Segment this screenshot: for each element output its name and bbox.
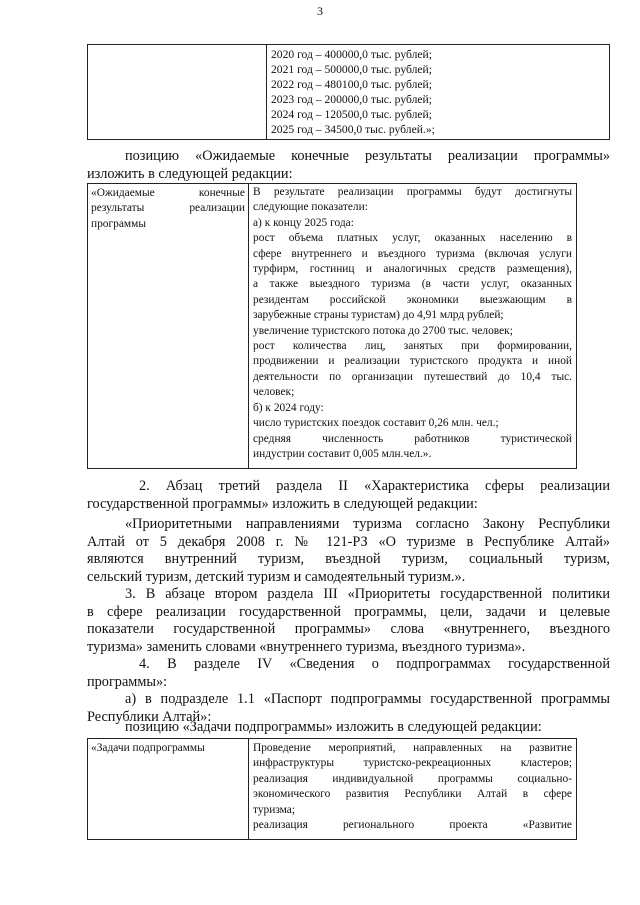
paragraph-line: 4. В разделе IV «Сведения о подпрограммах государственной [139, 656, 610, 672]
tasks-table [87, 738, 577, 840]
paragraph-line: сельский туризм, детский туризм и самодеятельный туризм.». [87, 568, 466, 585]
results-intro-paragraph [87, 148, 610, 183]
funding-table-right-cell [267, 45, 610, 140]
paragraph-line: государственной программы» изложить в следующей редакции: [87, 495, 478, 512]
paragraph-line: Алтай от 5 декабря 2008 г. № 121-РЗ «О туризме в Республике Алтай» [87, 533, 610, 550]
results-table [87, 183, 577, 469]
paragraph-line: 3. В абзаце втором раздела III «Приоритеты государственной политики [125, 586, 610, 602]
results-line: турфирм, гостиниц и аналогичных средств размещения), [253, 263, 572, 276]
page-number: 3 [317, 4, 323, 18]
results-line: индустрии составит 0,005 млн.чел.». [253, 447, 432, 460]
paragraph-line: позицию «Ожидаемые конечные результаты реализации программы» [125, 148, 610, 164]
results-line: рост количества лиц, занятых при формировании, [253, 340, 572, 353]
results-line: сфере внутреннего и въездного туризма (включая услуги [253, 247, 572, 260]
tasks-line: Проведение мероприятий, направленных на развитие [253, 742, 572, 754]
section-2-paragraph [87, 478, 610, 513]
paragraph-line: а) в подразделе 1.1 «Паспорт подпрограммы государственной программы [125, 691, 610, 707]
paragraph-line: позицию «Задачи подпрограммы» изложить в следующей редакции: [125, 719, 542, 735]
section-3-paragraph [87, 586, 610, 656]
paragraph-line: изложить в следующей редакции: [87, 165, 293, 182]
tasks-line: экономического развития Республики Алтай в сфере [253, 788, 572, 801]
results-line: продвижении и реализации туристского продукта и иной [253, 355, 572, 368]
paragraph-line: программы»: [87, 673, 168, 690]
paragraph-line: 2. Абзац третий раздела II «Характеристика сферы реализации [139, 478, 610, 494]
tasks-intro-paragraph [87, 719, 610, 737]
tasks-line: инфраструктуры туристско-рекреационных кластеров; [253, 757, 572, 770]
priorities-paragraph [87, 516, 610, 586]
paragraph-line: Республики Алтай»: [87, 708, 212, 725]
results-line: деятельности по организации путешествий до 10,4 тыс. [253, 370, 572, 383]
tasks-line: реализация регионального проекта «Развитие [253, 819, 572, 832]
results-table-right-cell [249, 184, 577, 469]
results-line: рост объема платных услуг, оказанных населению в [253, 232, 572, 245]
results-table-left-cell: «Ожидаемые конечные результаты реализации программы [88, 184, 249, 469]
tasks-table-left-cell: «Задачи подпрограммы [88, 739, 249, 840]
results-line: а также выездного туризма (в части услуг, оказанных [253, 278, 572, 291]
paragraph-line: «Приоритетными направлениями туризма согласно Закону Республики [125, 516, 610, 532]
results-line: а) к концу 2025 года: [253, 216, 354, 229]
funding-table-left-cell [88, 45, 267, 140]
tasks-line: реализация индивидуальной программы социально- [253, 772, 572, 785]
paragraph-line: являются внутренний туризм, въездной туризм, социальный туризм, [87, 551, 610, 568]
funding-table [87, 44, 610, 140]
results-line: В результате реализации программы будут достигнуты [253, 186, 572, 198]
results-line: человек; [253, 386, 295, 399]
paragraph-line: в сфере реализации государственной программы, цели, задачи и целевые [87, 603, 610, 620]
section-4-paragraph [87, 656, 610, 691]
results-line: средняя численность работников туристической [253, 432, 572, 445]
funding-line: 2025 год – 34500,0 тыс. рублей.»; [271, 123, 435, 136]
funding-line: 2022 год – 480100,0 тыс. рублей; [271, 78, 432, 91]
results-line: б) к 2024 году: [253, 401, 324, 414]
funding-line: 2023 год – 200000,0 тыс. рублей; [271, 93, 432, 106]
results-line: резидентам российской экономики выезжающим в [253, 293, 572, 306]
results-line: число туристских поездок составит 0,26 млн. чел.; [253, 417, 499, 430]
paragraph-line: туризма» заменить словами «внутреннего туризма, въездного туризма». [87, 638, 526, 655]
results-line: зарубежные страны туристам) до 4,91 млрд рублей; [253, 309, 504, 322]
results-line: следующие показатели: [253, 201, 368, 214]
tasks-table-right-cell [249, 739, 577, 840]
funding-line: 2024 год – 120500,0 тыс. рублей; [271, 108, 432, 121]
funding-line: 2021 год – 500000,0 тыс. рублей; [271, 63, 432, 76]
paragraph-line: показатели государственной программы» слова «внутреннего, въездного [87, 621, 610, 638]
tasks-line: туризма; [253, 803, 296, 816]
results-line: увеличение туристского потока до 2700 тыс. человек; [253, 324, 513, 337]
funding-line: 2020 год – 400000,0 тыс. рублей; [271, 48, 432, 61]
